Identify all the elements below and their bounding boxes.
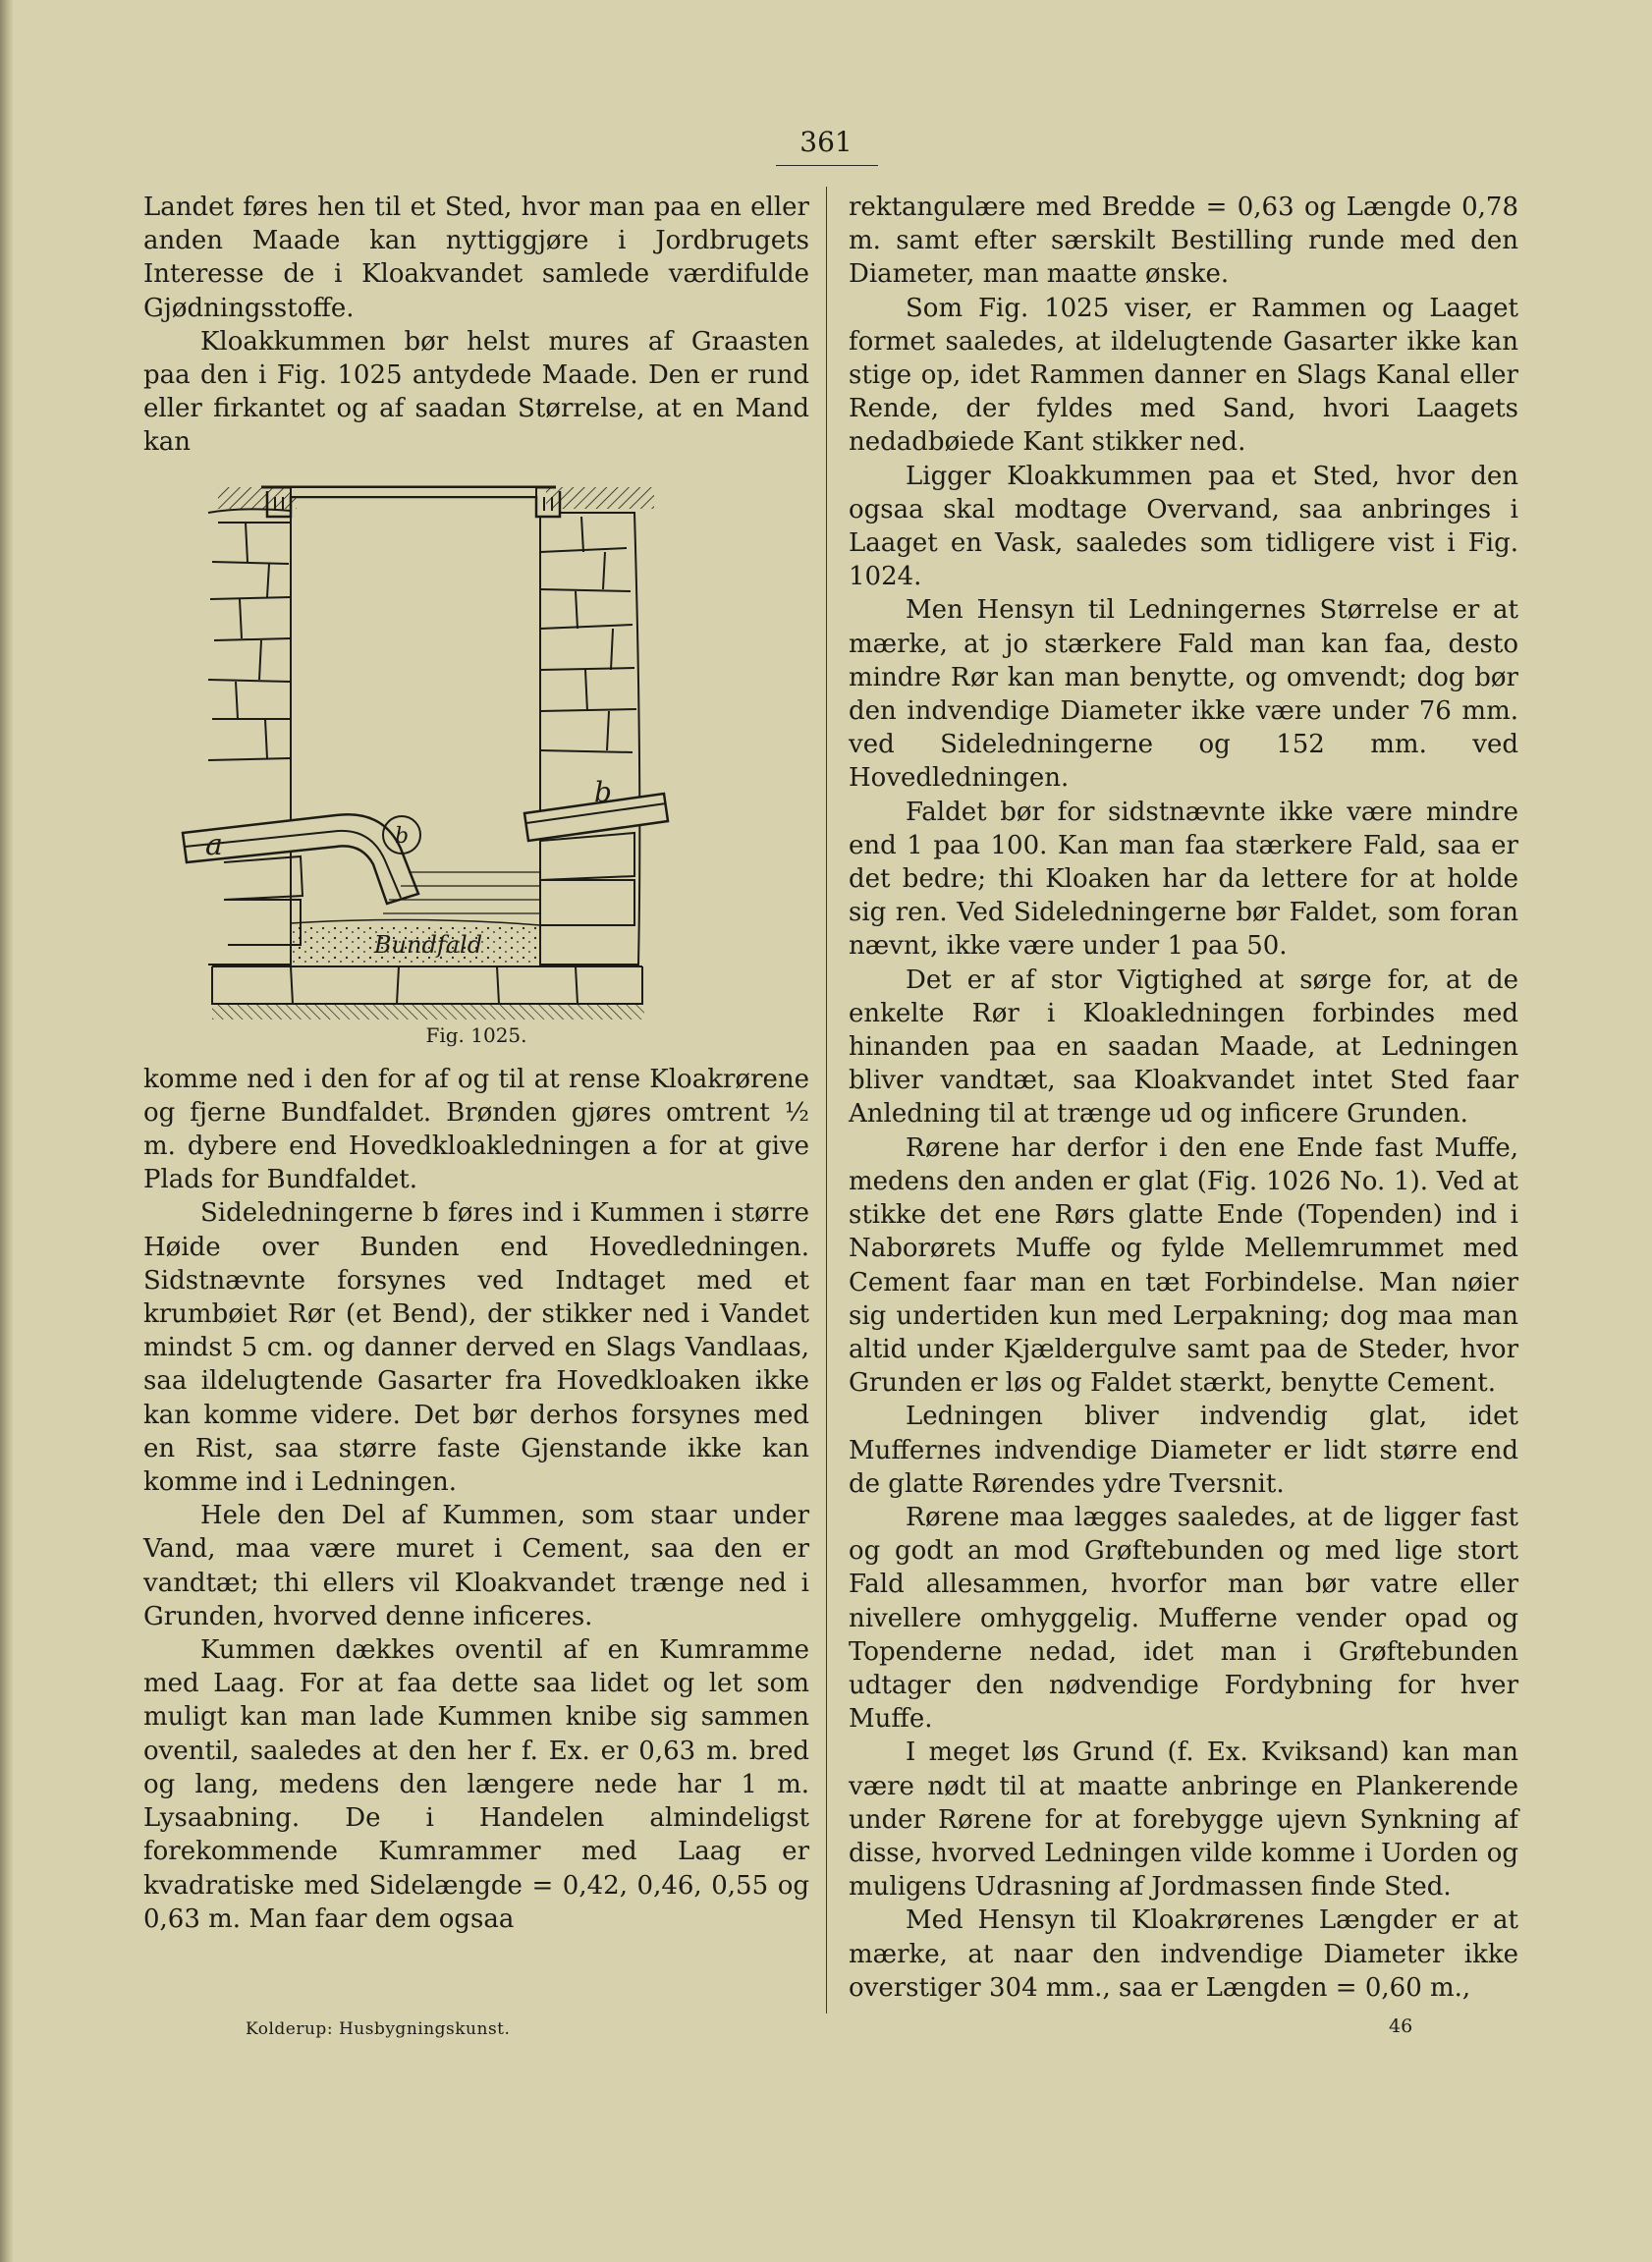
left-paragraph-2: Kloakkummen bør helst mures af Graasten paa den i Fig. 1025 antydede Maade. Den er rund eller firkantet og af saadan Størrelse, at en Mand kan bbox=[143, 326, 809, 458]
page-number-rule bbox=[776, 165, 878, 166]
figure-label-bundfald: Bundfald bbox=[373, 930, 483, 959]
right-paragraph-8: Ledningen bliver indvendig glat, idet Muffernes indvendige Diameter er lidt større end de glatte Rørendes ydre Tversnit. bbox=[849, 1402, 1518, 1499]
right-paragraph-5: Faldet bør for sidstnævnte ikke være mindre end 1 paa 100. Kan man faa stærkere Fald, saa er det bedre; thi Kloaken har da lettere for at holde sig ren. Ved Sideledningerne bør Faldet, som foran nævnt, ikke være under 1 paa 50. bbox=[849, 797, 1518, 962]
figure-caption: Fig. 1025. bbox=[425, 1022, 527, 1047]
page-number: 361 bbox=[799, 126, 853, 158]
figure-label-b: b bbox=[594, 775, 612, 808]
left-paragraph-3: komme ned i den for af og til at rense Kloakrørene og fjerne Bundfaldet. Brønden gjøres omtrent ½ m. dybere end Hovedkloakledningen a for at give Plads for Bundfaldet. bbox=[143, 1064, 809, 1195]
manhole-illustration bbox=[143, 483, 809, 1021]
left-column bbox=[143, 191, 809, 1936]
right-paragraph-9: Rørene maa lægges saaledes, at de ligger fast og godt an mod Grøftebunden og med lige stort Fald allesammen, hvorfor man bør vatre eller nivellere omhyggelig. Mufferne vender opad og Topenderne nedad, idet man i Grøftebunden udtager den nødvendige Fordybning for hver Muffe. bbox=[849, 1502, 1518, 1735]
figure-1025 bbox=[143, 483, 809, 1021]
right-paragraph-6: Det er af stor Vigtighed at sørge for, at de enkelte Rør i Kloakledningen forbindes med hinanden paa en saadan Maade, at Ledningen bliver vandtæt, saa Kloakvandet intet Sted faar Anledning til at trænge ud og inficere Grunden. bbox=[849, 965, 1518, 1130]
right-column bbox=[849, 191, 1518, 2005]
right-paragraph-4: Men Hensyn til Ledningernes Størrelse er at mærke, at jo stærkere Fald man kan faa, desto mindre Rør kan man benytte, og omvendt; dog bør den indvendige Diameter ikke være under 76 mm. ved Sideledningerne og 152 mm. ved Hovedledningen. bbox=[849, 595, 1518, 794]
figure-label-circle-b: b bbox=[394, 823, 410, 849]
column-divider bbox=[826, 187, 827, 2014]
right-paragraph-3: Ligger Kloakkummen paa et Sted, hvor den ogsaa skal modtage Overvand, saa anbringes i Laaget en Vask, saaledes som tidligere vist i Fig. 1024. bbox=[849, 461, 1518, 592]
footer-book-title: Kolderup: Husbygningskunst. bbox=[246, 2019, 511, 2039]
right-paragraph-10: I meget løs Grund (f. Ex. Kviksand) kan man være nødt til at maatte anbringe en Plankerende under Rørene for at forebygge ujevn Synkning af disse, hvorved Ledningen vilde komme i Uorden og muligens Udrasning af Jordmassen finde Sted. bbox=[849, 1738, 1518, 1903]
right-paragraph-7: Rørene har derfor i den ene Ende fast Muffe, medens den anden er glat (Fig. 1026 No. 1). Ved at stikke det ene Rørs glatte Ende (Topenden) ind i Naborørets Muffe og fylde Mellemrummet med Cement faar man en tæt Forbindelse. Man nøier sig undertiden kun med Lerpakning; dog maa man altid under Kjældergulve samt paa de Steder, hvor Grunden er løs og Faldet stærkt, benytte Cement. bbox=[849, 1132, 1518, 1399]
right-paragraph-2: Som Fig. 1025 viser, er Rammen og Laaget formet saaledes, at ildelugtende Gasarter ikke kan stige op, idet Rammen danner en Slags Kanal eller Rende, der fyldes med Sand, hvori Laagets nedadbøiede Kant stikker ned. bbox=[849, 293, 1518, 458]
figure-label-a: a bbox=[205, 827, 223, 862]
left-paragraph-5: Hele den Del af Kummen, som staar under Vand, maa være muret i Cement, saa den er vandtæt; thi ellers vil Kloakvandet trænge ned i Grunden, hvorved denne inficeres. bbox=[143, 1501, 809, 1631]
footer-signature-number: 46 bbox=[1389, 2015, 1413, 2037]
right-paragraph-1: rektangulære med Bredde = 0,63 og Længde 0,78 m. samt efter særskilt Bestilling runde med den Diameter, man maatte ønske. bbox=[849, 193, 1518, 290]
left-paragraph-6: Kummen dækkes oventil af en Kumramme med Laag. For at faa dette saa lidet og let som muligt kan man lade Kummen knibe sig sammen oventil, saaledes at den her f. Ex. er 0,63 m. bred og lang, medens den længere nede har 1 m. Lysaabning. De i Handelen almindeligst forekommende Kumrammer med Laag er kvadratiske med Sidelængde = 0,42, 0,46, 0,55 og 0,63 m. Man faar dem ogsaa bbox=[143, 1635, 809, 1934]
left-paragraph-4: Sideledningerne b føres ind i Kummen i større Høide over Bunden end Hovedledningen. Sidstnævnte forsynes ved Indtaget med et krumbøiet Rør (et Bend), der stikker ned i Vandet mindst 5 cm. og danner derved en Slags Vandlaas, saa ildelugtende Gasarter fra Hovedkloaken ikke kan komme videre. Det bør derhos forsynes med en Rist, saa større faste Gjenstande ikke kan komme ind i Ledningen. bbox=[143, 1198, 809, 1498]
right-paragraph-11: Med Hensyn til Kloakrørenes Længder er at mærke, at naar den indvendige Diameter ikke overstiger 304 mm., saa er Længden = 0,60 m., bbox=[849, 1905, 1518, 2003]
left-paragraph-1: Landet føres hen til et Sted, hvor man paa en eller anden Maade kan nyttiggjøre i Jordbrugets Interesse de i Kloakvandet samlede værdifulde Gjødningsstoffe. bbox=[143, 193, 809, 323]
page-binding-edge bbox=[0, 0, 14, 2262]
